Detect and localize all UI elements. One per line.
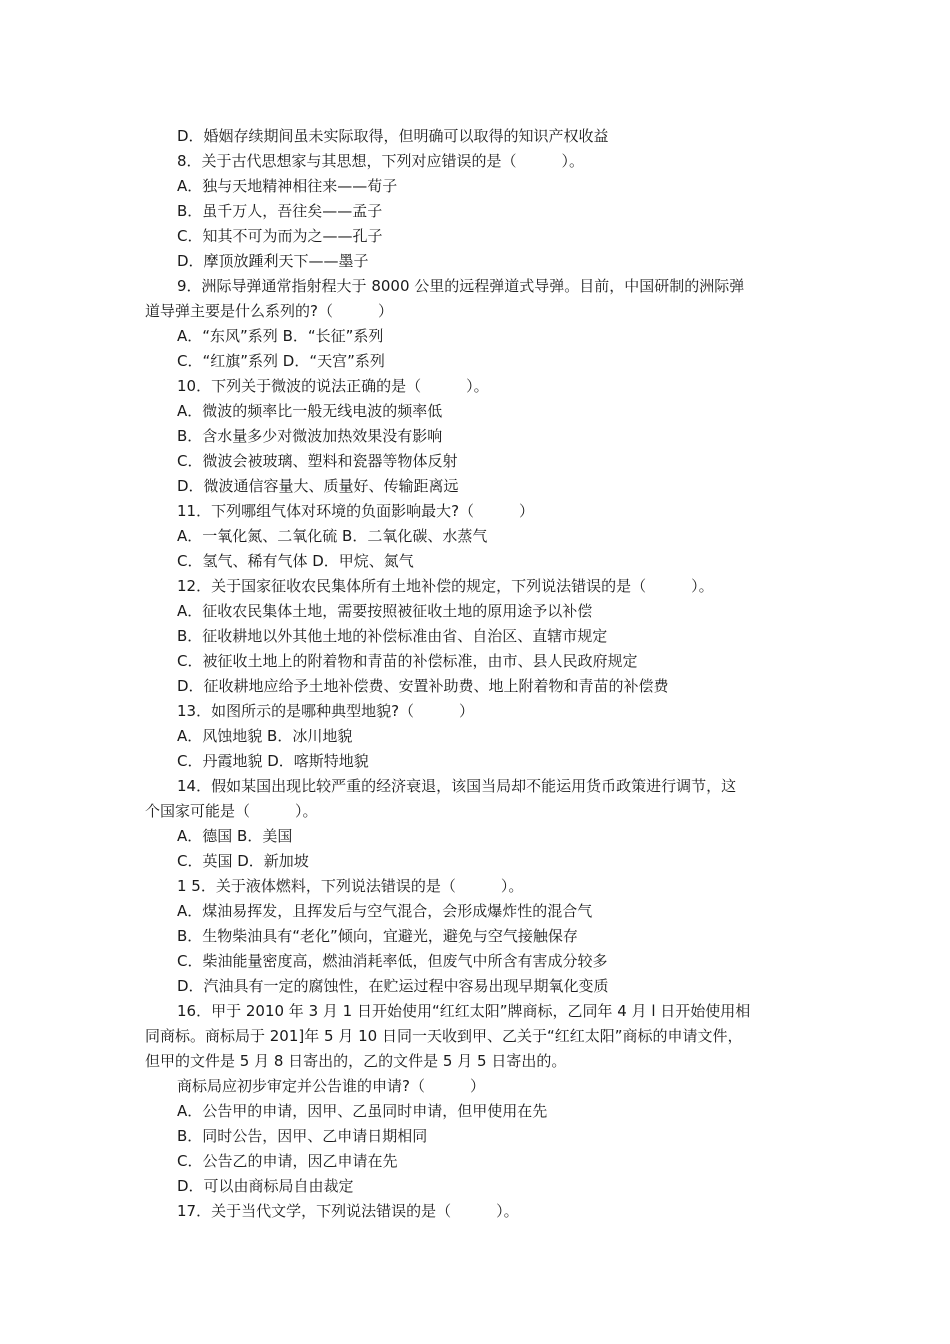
text-line: 但甲的文件是 5 月 8 日寄出的，乙的文件是 5 月 5 日寄出的。 bbox=[145, 1052, 567, 1070]
text-line: 14．假如某国出现比较严重的经济衰退，该国当局却不能运用货币政策进行调节，这 bbox=[177, 777, 737, 795]
text-line: A．德国 B．美国 bbox=[177, 827, 293, 845]
text-line: C．丹霞地貌 D．喀斯特地貌 bbox=[177, 752, 369, 770]
text-line: A．煤油易挥发，且挥发后与空气混合，会形成爆炸性的混合气 bbox=[177, 902, 593, 920]
text-line: C．氢气、稀有气体 D．甲烷、氮气 bbox=[177, 552, 414, 570]
text-line: C．微波会被玻璃、塑料和瓷器等物体反射 bbox=[177, 452, 458, 470]
text-line: 商标局应初步审定并公告谁的申请?（ ） bbox=[177, 1077, 485, 1095]
exam-questions-body bbox=[145, 124, 810, 1224]
text-line: D．征收耕地应给予土地补偿费、安置补助费、地上附着物和青苗的补偿费 bbox=[177, 677, 669, 695]
text-line: 17．关于当代文学，下列说法错误的是（ ）。 bbox=[177, 1202, 519, 1220]
text-line: B．含水量多少对微波加热效果没有影响 bbox=[177, 427, 443, 445]
text-line: 12．关于国家征收农民集体所有土地补偿的规定，下列说法错误的是（ ）。 bbox=[177, 577, 714, 595]
text-line: 16．甲于 2010 年 3 月 1 日开始使用“红红太阳”牌商标，乙同年 4 月 l 日开始使用相 bbox=[177, 1002, 751, 1020]
text-line: 9．洲际导弹通常指射程大于 8000 公里的远程弹道式导弹。目前，中国研制的洲际弹 bbox=[177, 277, 745, 295]
text-line: C．“红旗”系列 D．“天宫”系列 bbox=[177, 352, 385, 370]
text-line: 道导弹主要是什么系列的?（ ） bbox=[145, 302, 393, 320]
text-line: C．柴油能量密度高，燃油消耗率低，但废气中所含有害成分较多 bbox=[177, 952, 608, 970]
text-line: B．虽千万人，吾往矣——孟子 bbox=[177, 202, 383, 220]
text-line: A．微波的频率比一般无线电波的频率低 bbox=[177, 402, 443, 420]
text-line: A．一氧化氮、二氧化硫 B．二氧化碳、水蒸气 bbox=[177, 527, 488, 545]
text-line: A．公告甲的申请，因甲、乙虽同时申请，但甲使用在先 bbox=[177, 1102, 548, 1120]
text-line: D．婚姻存续期间虽未实际取得，但明确可以取得的知识产权收益 bbox=[177, 127, 609, 145]
text-line: 同商标。商标局于 201]年 5 月 10 日同一天收到甲、乙关于“红红太阳”商标的申请文件， bbox=[145, 1027, 743, 1045]
text-line: C．公告乙的申请，因乙申请在先 bbox=[177, 1152, 398, 1170]
text-line: 个国家可能是（ ）。 bbox=[145, 802, 318, 820]
text-line: 11．下列哪组气体对环境的负面影响最大?（ ） bbox=[177, 502, 535, 520]
text-line: A．独与天地精神相往来——荀子 bbox=[177, 177, 398, 195]
text-line: D．微波通信容量大、质量好、传输距离远 bbox=[177, 477, 459, 495]
text-line: A．“东风”系列 B．“长征”系列 bbox=[177, 327, 384, 345]
text-line: C．被征收土地上的附着物和青苗的补偿标准，由市、县人民政府规定 bbox=[177, 652, 638, 670]
text-line: C．知其不可为而为之——孔子 bbox=[177, 227, 383, 245]
text-line: 13．如图所示的是哪种典型地貌?（ ） bbox=[177, 702, 475, 720]
text-line: A．征收农民集体土地，需要按照被征收土地的原用途予以补偿 bbox=[177, 602, 593, 620]
text-line: B．同时公告，因甲、乙申请日期相同 bbox=[177, 1127, 428, 1145]
text-line: 8．关于古代思想家与其思想，下列对应错误的是（ ）。 bbox=[177, 152, 585, 170]
text-line: C．英国 D．新加坡 bbox=[177, 852, 309, 870]
text-line: 10．下列关于微波的说法正确的是（ ）。 bbox=[177, 377, 489, 395]
text-line: D．可以由商标局自由裁定 bbox=[177, 1177, 354, 1195]
text-line: D．汽油具有一定的腐蚀性，在贮运过程中容易出现早期氧化变质 bbox=[177, 977, 609, 995]
text-line: D．摩顶放踵利天下——墨子 bbox=[177, 252, 369, 270]
text-line: 1 5．关于液体燃料，下列说法错误的是（ ）。 bbox=[177, 877, 524, 895]
text-line: B．征收耕地以外其他土地的补偿标准由省、自治区、直辖市规定 bbox=[177, 627, 608, 645]
text-line: B．生物柴油具有“老化”倾向，宜避光，避免与空气接触保存 bbox=[177, 927, 578, 945]
text-line: A．风蚀地貌 B．冰川地貌 bbox=[177, 727, 353, 745]
